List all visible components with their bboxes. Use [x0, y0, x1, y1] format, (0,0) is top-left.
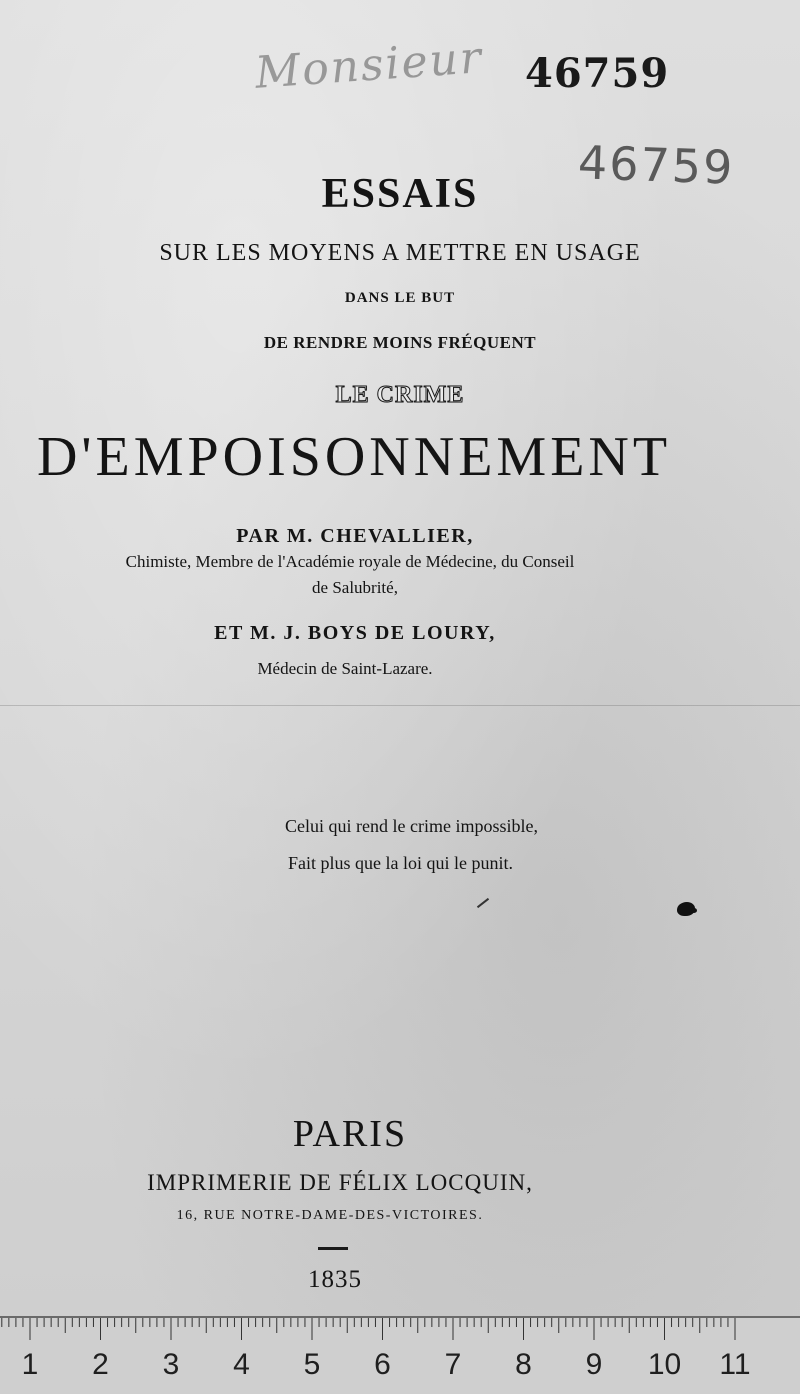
title-main: ESSAIS	[321, 171, 479, 217]
title-big: D'EMPOISONNEMENT	[36, 426, 672, 488]
epigraph-line-1: Celui qui rend le crime impossible,	[285, 816, 538, 836]
ink-blot	[677, 902, 695, 916]
title-line-1: SUR LES MOYENS A METTRE EN USAGE	[159, 240, 641, 266]
handwritten-signature: Monsieur	[253, 32, 485, 99]
ruler-number: 4	[233, 1348, 250, 1381]
author-2-affiliation: Médecin de Saint-Lazare.	[257, 659, 433, 678]
epigraph-line-2: Fait plus que la loi qui le punit.	[288, 853, 513, 873]
ruler-number: 3	[162, 1348, 180, 1381]
ruler-number: 7	[444, 1348, 462, 1381]
author-1-name: PAR M. CHEVALLIER,	[236, 525, 474, 547]
imprint-city: PARIS	[292, 1113, 408, 1155]
divider-rule	[318, 1247, 348, 1250]
title-line-2: DANS LE BUT	[344, 290, 456, 306]
measuring-ruler	[0, 1316, 800, 1394]
imprint-address: 16, RUE NOTRE-DAME-DES-VICTOIRES.	[176, 1208, 484, 1223]
ruler-number: 11	[719, 1348, 751, 1381]
title-line-4: LE CRIME	[335, 382, 465, 408]
title-line-3: DE RENDRE MOINS FRÉQUENT	[263, 333, 537, 352]
page-crease	[0, 705, 800, 706]
ruler-number: 8	[515, 1348, 532, 1381]
ruler-number: 6	[374, 1348, 391, 1381]
ruler-number: 10	[647, 1348, 682, 1381]
library-stamp-number: 46759	[525, 50, 670, 97]
imprint-printer: IMPRIMERIE DE FÉLIX LOCQUIN,	[147, 1170, 533, 1195]
stray-mark	[477, 898, 489, 908]
handwritten-number: 46759	[577, 135, 736, 195]
ruler-number: 9	[585, 1348, 603, 1381]
ruler-number: 5	[303, 1348, 321, 1381]
ruler-number: 1	[21, 1348, 39, 1381]
ruler-ticks	[0, 1318, 800, 1348]
author-1-affiliation-line-1: Chimiste, Membre de l'Académie royale de Médecine, du Conseil	[125, 552, 575, 571]
imprint-year: 1835	[308, 1266, 362, 1293]
ruler-number: 2	[92, 1348, 109, 1381]
author-1-affiliation-line-2: de Salubrité,	[312, 578, 398, 597]
author-2-name: ET M. J. BOYS DE LOURY,	[214, 622, 496, 644]
